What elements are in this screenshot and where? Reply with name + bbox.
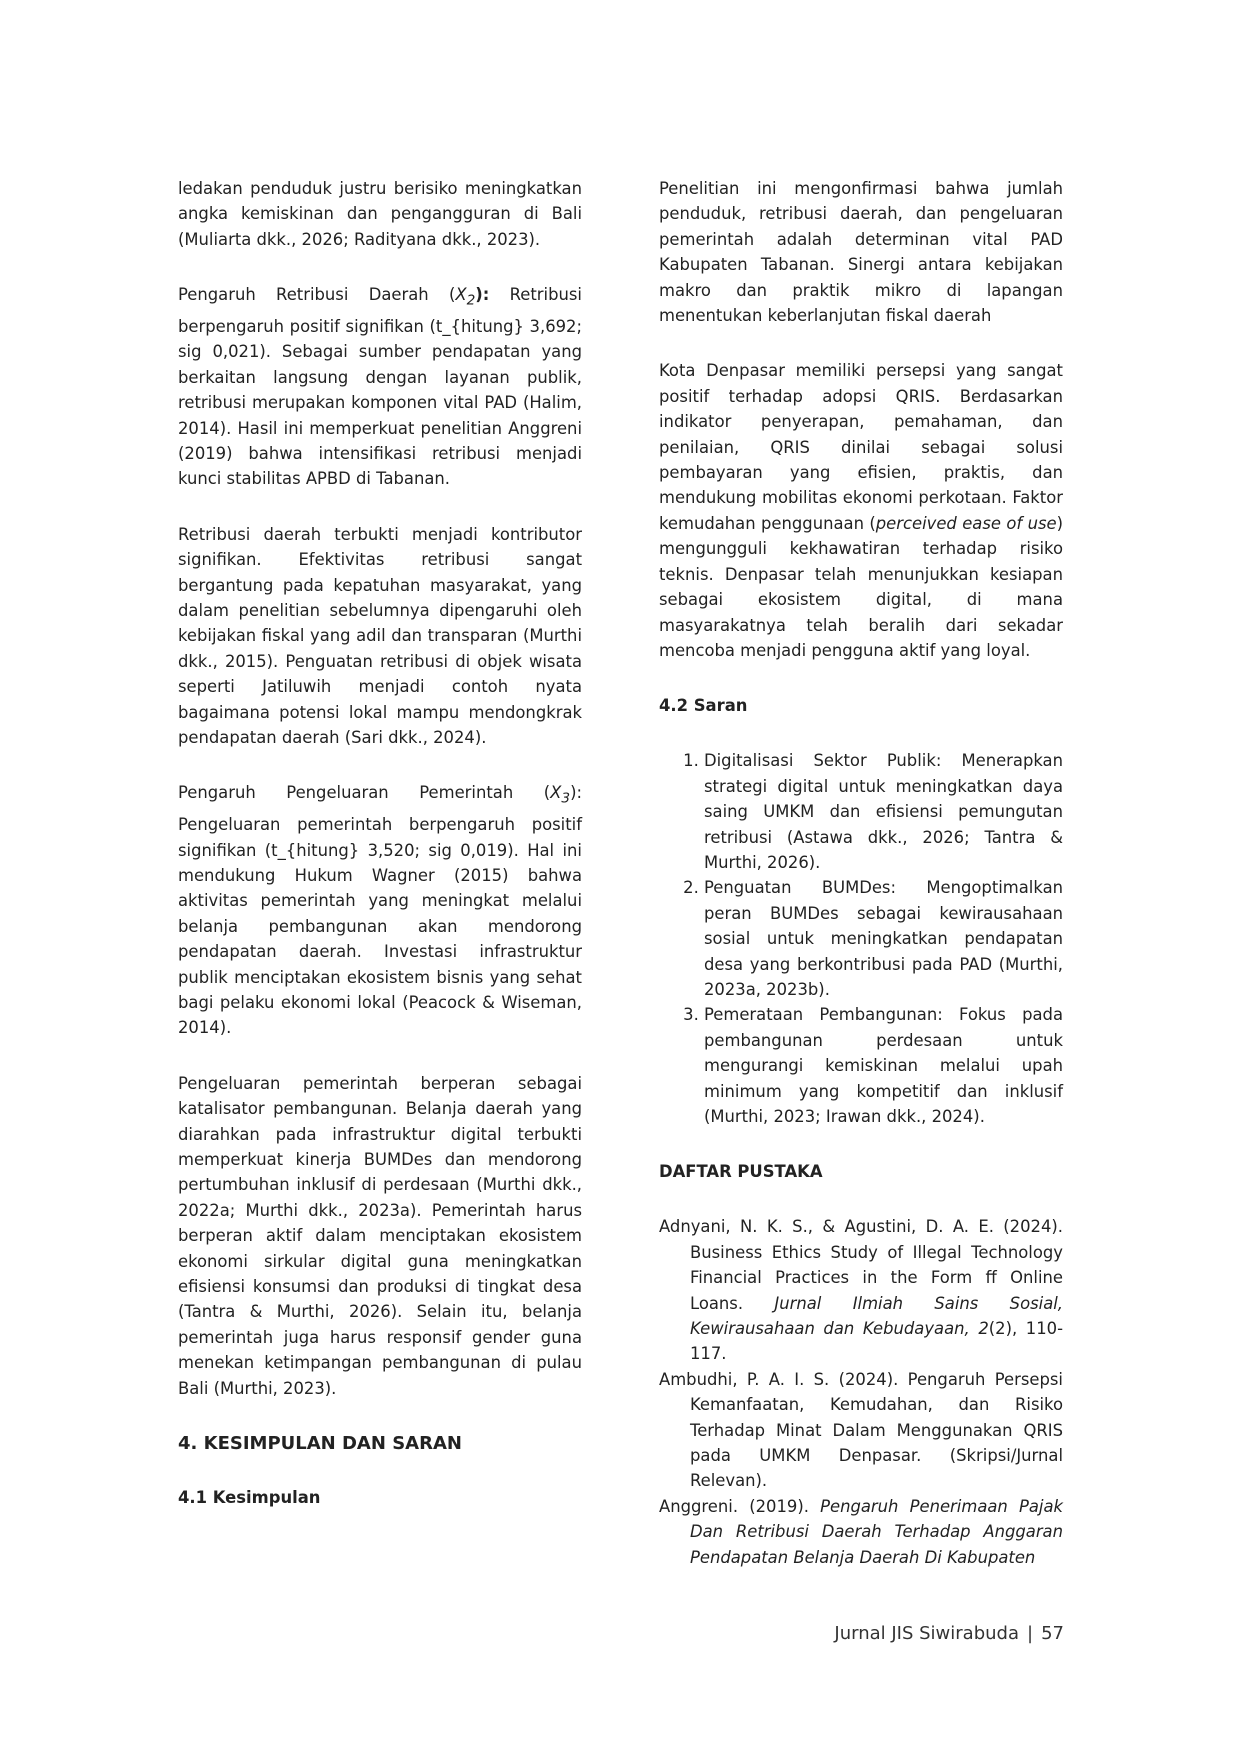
references-heading: DAFTAR PUSTAKA (659, 1162, 823, 1182)
journal-name: Jurnal JIS Siwirabuda (834, 1623, 1020, 1644)
variable-x2: $X_2$ (455, 285, 476, 309)
paragraph-conclusion-qris: Kota Denpasar memiliki persepsi yang sangat positif terhadap adopsi QRIS. Berdasarkan indikator penyerapan, pemahaman, dan penilaian, QRIS dinilai sebagai solusi pembayaran yang efisien, praktis, dan mendukung mobilitas ekonomi perkotaan. Faktor kemudahan penggunaan (perceived ease of use) mengungguli kekhawatiran terhadap risiko teknis. Denpasar telah menunjukkan kesiapan sebagai ekosistem digital, di mana masyarakatnya telah beralih dari sekadar mencoba menjadi pengguna aktif yang loyal. (659, 361, 1063, 660)
paragraph-conclusion-pad: Penelitian ini mengonfirmasi bahwa jumlah penduduk, retribusi daerah, dan pengeluaran pemerintah adalah determinan vital PAD Kabupaten Tabanan. Sinergi antara kebijakan makro dan praktik mikro di lapangan menentukan keberlanjutan fiskal daerah (659, 179, 1063, 326)
paragraph-population-effect: ledakan penduduk justru berisiko meningkatkan angka kemiskinan dan pengangguran di Bali (Muliarta dkk., 2026; Radityana dkk., 2023). (178, 179, 582, 249)
paragraph-spending-effect (178, 780, 582, 1040)
reference-item: Anggreni. (2019). Pengaruh Penerimaan Pajak Dan Retribusi Daerah Terhadap Anggaran Pendapatan Belanja Daerah Di Kabupaten (659, 1496, 1063, 1567)
retribusi-heading-label: Pengaruh Retribusi Daerah ( (178, 285, 456, 305)
footer-separator: | (1027, 1623, 1034, 1644)
page-number: 57 (1041, 1623, 1064, 1644)
spending-heading-label: Pengaruh Pengeluaran Pemerintah ( (178, 783, 551, 803)
subsection-heading-saran: 4.2 Saran (659, 696, 748, 716)
paragraph-retribusi-contributor: Retribusi daerah terbukti menjadi kontributor signifikan. Efektivitas retribusi sangat bergantung pada kepatuhan masyarakat, yang dalam penelitian sebelumnya dipengaruhi oleh kebijakan fiskal yang adil dan transparan (Murthi dkk., 2015). Penguatan retribusi di objek wisata seperti Jatiluwih menjadi contoh nyata bagaimana potensi lokal mampu mendongkrak pendapatan daerah (Sari dkk., 2024). (178, 524, 582, 747)
page-footer (834, 1623, 1064, 1644)
saran-list (659, 748, 1063, 1129)
section-heading-conclusion: 4. KESIMPULAN DAN SARAN (178, 1433, 462, 1455)
retribusi-heading-close: ): (475, 285, 490, 305)
saran-item: 2. Penguatan BUMDes: Mengoptimalkan peran BUMDes sebagai kewirausahaan sosial untuk meningkatkan pendapatan desa yang berkontribusi pada PAD (Murthi, 2023a, 2023b). (704, 875, 1063, 1002)
right-column (659, 176, 1063, 1570)
reference-list (659, 1214, 1063, 1570)
saran-item: 1. Digitalisasi Sektor Publik: Menerapkan strategi digital untuk meningkatkan daya saing UMKM dan efisiensi pemungutan retribusi (Astawa dkk., 2026; Tantra & Murthi, 2026). (704, 748, 1063, 875)
spending-heading-close: ): (570, 783, 582, 803)
saran-item: 3. Pemerataan Pembangunan: Fokus pada pembangunan perdesaan untuk mengurangi kemiskinan melalui upah minimum yang kompetitif dan inklusif (Murthi, 2023; Irawan dkk., 2024). (704, 1002, 1063, 1129)
subsection-heading-kesimpulan: 4.1 Kesimpulan (178, 1488, 321, 1508)
paragraph-retribusi-effect (178, 282, 582, 492)
reference-item: Adnyani, N. K. S., & Agustini, D. A. E. (2024). Business Ethics Study of Illegal Technology Financial Practices in the Form ff Online Loans. Jurnal Ilmiah Sains Sosial, Kewirausahaan dan Kebudayaan, 2(2), 110-117. (659, 1217, 1063, 1364)
term-perceived-ease: perceived ease of use (875, 513, 1057, 533)
left-column (178, 176, 582, 1540)
variable-x3: $X_3$ (550, 783, 571, 807)
spending-effect-text: Pengeluaran pemerintah berpengaruh positif signifikan (t_{hitung} 3,520; sig 0,019). Hal ini mendukung Hukum Wagner (2015) bahwa aktivitas pemerintah yang meningkat melalui belanja pembangunan akan mendorong pendapatan daerah. Investasi infrastruktur publik menciptakan ekosistem bisnis yang sehat bagi pelaku ekonomi lokal (Peacock & Wiseman, 2014). (178, 815, 582, 1038)
reference-item: Ambudhi, P. A. I. S. (2024). Pengaruh Persepsi Kemanfaatan, Kemudahan, dan Risiko Terhadap Minat Dalam Menggunakan QRIS pada UMKM Denpasar. (Skripsi/Jurnal Relevan). (659, 1369, 1063, 1491)
paragraph-spending-catalyst: Pengeluaran pemerintah berperan sebagai katalisator pembangunan. Belanja daerah yang diarahkan pada infrastruktur digital terbukti memperkuat kinerja BUMDes dan mendorong pertumbuhan inklusif di perdesaan (Murthi dkk., 2022a; Murthi dkk., 2023a). Pemerintah harus berperan aktif dalam menciptakan ekosistem ekonomi sirkular digital guna meningkatkan efisiensi konsumsi dan produksi di tingkat desa (Tantra & Murthi, 2026). Selain itu, belanja pemerintah juga harus responsif gender guna menekan ketimpangan pembangunan di pulau Bali (Murthi, 2023). (178, 1073, 582, 1398)
retribusi-effect-text: Retribusi berpengaruh positif signifikan (t_{hitung} 3,692; sig 0,021). Sebagai sumber pendapatan yang berkaitan langsung dengan layanan publik, retribusi merupakan komponen vital PAD (Halim, 2014). Hasil ini memperkuat penelitian Anggreni (2019) bahwa intensifikasi retribusi menjadi kunci stabilitas APBD di Tabanan. (178, 285, 582, 489)
